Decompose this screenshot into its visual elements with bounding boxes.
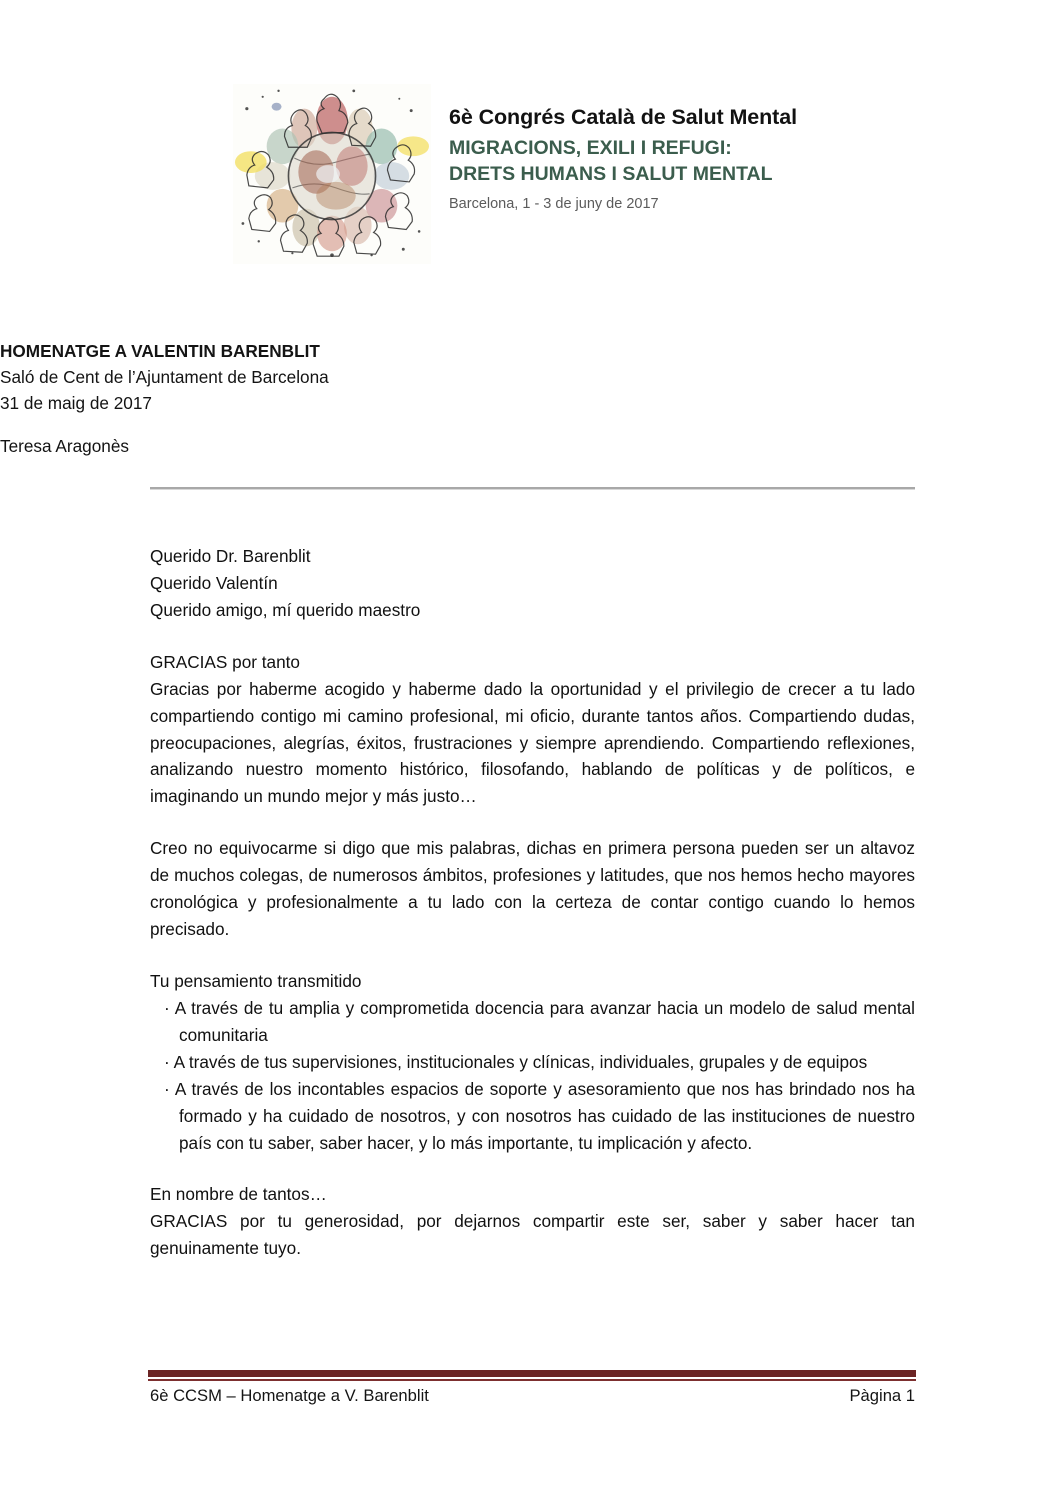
list-item-label: A través de tu amplia y comprometida docencia para avanzar hacia un modelo de salud mental comunitaria [174,997,915,1045]
list-item-label: A través de los incontables espacios de soporte y asesoramiento que nos has brindado nos ha formado y ha cuidado de nosotros, y con nosotros has cuidado de las instituciones de nuestro país con tu saber, saber hacer, y lo más importante, tu implicación y afecto. [174,1078,915,1153]
thanks-heading: GRACIAS por tanto [150,651,300,672]
congress-date: Barcelona, 1 - 3 de juny de 2017 [449,196,659,213]
paragraph-2: Creo no equivocarme si digo que mis palabras, dichas en primera persona pueden ser un altavoz de muchos colegas, de numerosos ámbitos, profesiones y latitudes, que nos hemos hecho mayores cronológica y profesionalmente a tu lado con la certeza de contar contigo cuando lo hemos precisado. [150,838,915,940]
venue-line: Saló de Cent de l’Ajuntament de Barcelona [0,367,329,388]
list-item [150,1049,915,1076]
bullet-marker-icon: · [164,1078,170,1099]
closing-line-1: En nombre de tantos… [150,1184,327,1205]
paragraph-gap [150,1156,915,1181]
footer-rule-thin [148,1379,916,1381]
list-item [150,1076,915,1157]
salutation-line-2: Querido Valentín [150,572,278,593]
congress-title: 6è Congrés Català de Salut Mental [449,105,797,129]
date-line: 31 de maig de 2017 [0,393,152,414]
salutation-line-1: Querido Dr. Barenblit [150,546,311,566]
document-title-block [0,338,765,460]
congress-subtitle-line-2: DRETS HUMANS I SALUT MENTAL [449,162,773,185]
page-title: HOMENATGE A VALENTIN BARENBLIT [0,341,320,361]
paragraph-gap [150,624,915,649]
paragraph-gap [150,943,915,968]
footer-divider [148,1370,916,1381]
page-footer [150,1386,915,1406]
closing-line-2: GRACIAS por tu generosidad, por dejarnos compartir este ser, saber y saber hacer tan genuinamente tuyo. [150,1211,915,1259]
congress-subtitle [449,136,833,187]
congress-header-banner [233,84,833,269]
bullet-marker-icon: · [164,997,170,1018]
footer-rule-thick [148,1370,916,1377]
footer-left-label: 6è CCSM – Homenatge a V. Barenblit [150,1386,429,1405]
paragraph-gap [150,810,915,835]
congress-logo-icon [233,84,431,264]
title-block-spacer [0,416,765,433]
header-divider [150,487,915,489]
paragraph-1: Gracias por haberme acogido y haberme dado la oportunidad y el privilegio de crecer a tu lado compartiendo contigo mi camino profesional, mi oficio, durante tantos años. Compartiendo dudas, preocupaciones, alegrías, éxitos, frustraciones y siempre aprendiendo. Compartiendo reflexiones, analizando nuestro momento histórico, filosofando, hablando de políticas y de políticos, e imaginando un mundo mejor y más justo… [150,678,915,807]
congress-subtitle-line-1: MIGRACIONS, EXILI I REFUGI: [449,136,732,159]
list-item-label: A través de tus supervisiones, institucionales y clínicas, individuales, grupales y de equipos [173,1051,868,1072]
letter-body [150,543,915,1262]
congress-header-text [449,84,833,212]
page-number: Pàgina 1 [849,1386,915,1405]
list-intro: Tu pensamiento transmitido [150,970,362,991]
bullet-marker-icon: · [164,1051,170,1072]
list-item [150,995,915,1049]
author-line: Teresa Aragonès [0,436,129,457]
salutation-line-3: Querido amigo, mí querido maestro [150,599,421,620]
